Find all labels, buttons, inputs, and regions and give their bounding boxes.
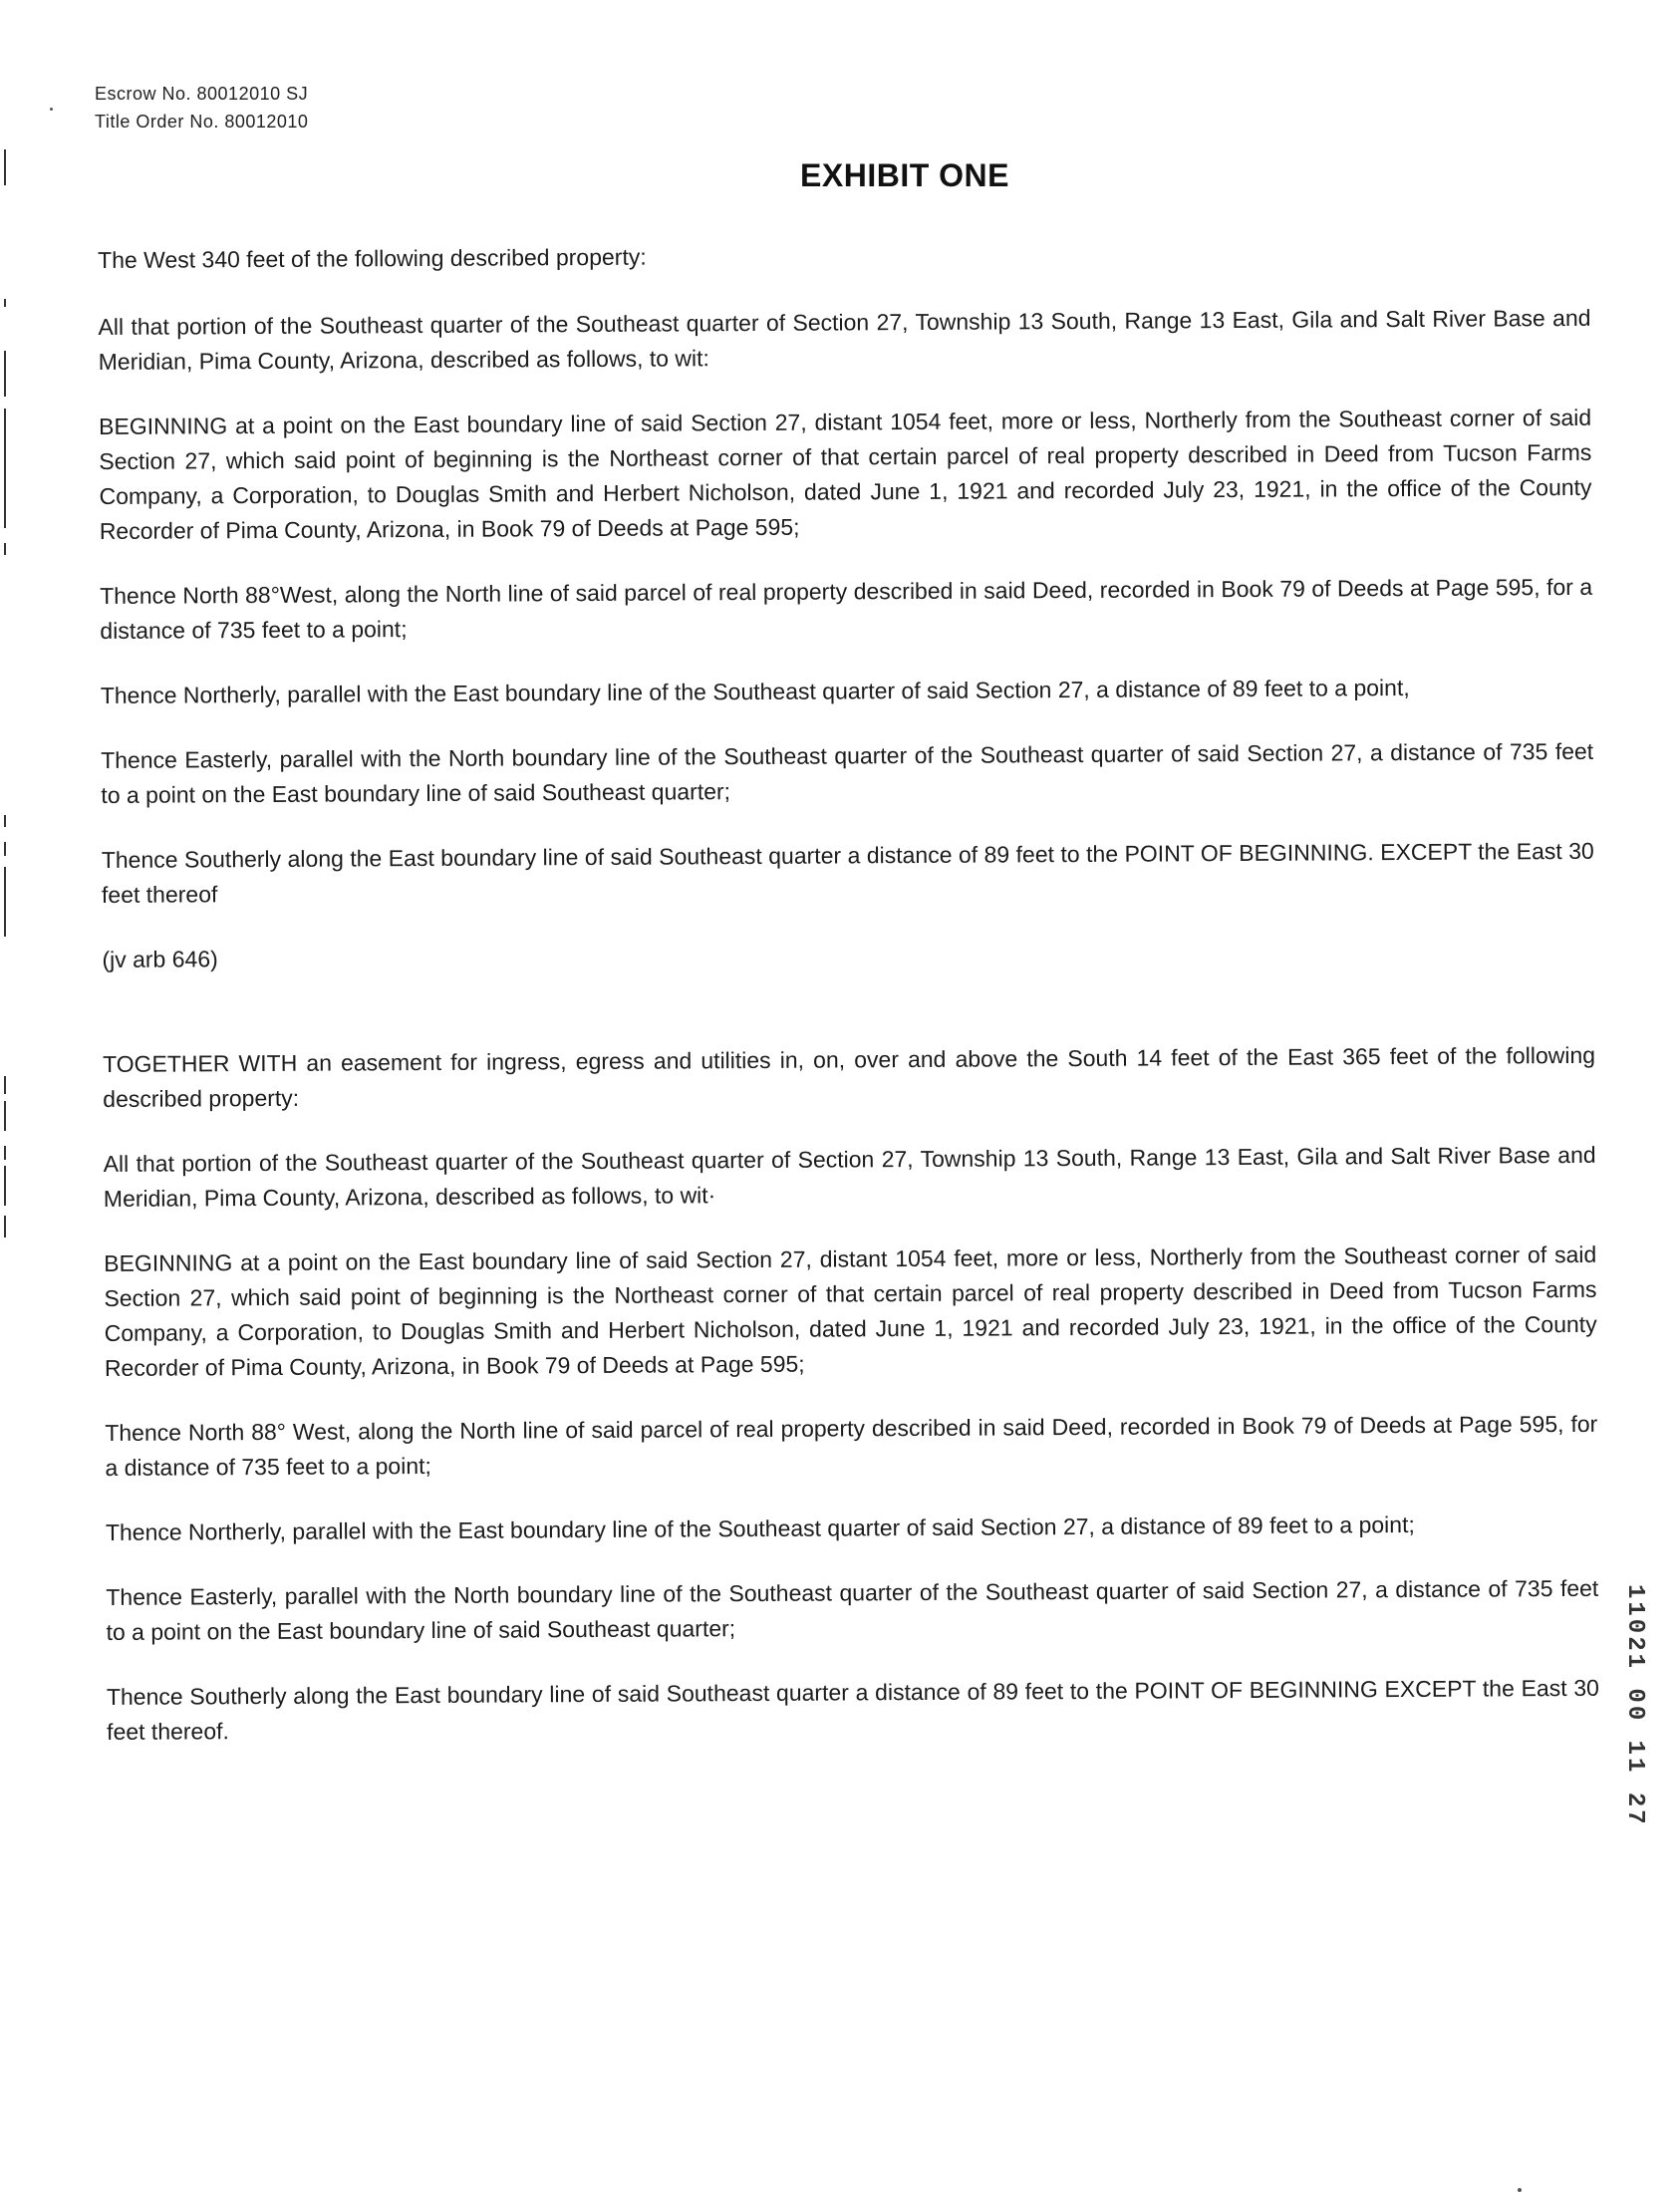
margin-mark <box>4 815 6 827</box>
page-title: EXHIBIT ONE <box>800 157 1009 193</box>
paragraph-thence-north-2: Thence Northerly, parallel with the East boundary line of the Southeast quarter of said Section 27, a distance of 89 feet to a point; <box>105 1511 1415 1545</box>
margin-mark <box>4 867 6 937</box>
paragraph-thence-west-2: Thence North 88° West, along the North line of said parcel of real property described in said Deed, recorded in Book 79 of Deeds at Page 595, for a distance of 735 feet to a point; <box>105 1410 1598 1481</box>
margin-mark <box>4 1146 6 1160</box>
title-order-number: Title Order No. 80012010 <box>95 112 309 132</box>
paragraph-thence-south: Thence Southerly along the East boundary line of said Southeast quarter a distance of 89 feet to the POINT OF BEGINNING. EXCEPT the East 30 feet thereof <box>101 837 1594 908</box>
scan-speck <box>1518 2188 1522 2192</box>
margin-mark <box>4 1216 6 1238</box>
paragraph-thence-west: Thence North 88°West, along the North line of said parcel of real property described in said Deed, recorded in Book 79 of Deeds at Page 595, for a distance of 735 feet to a point; <box>100 573 1593 644</box>
paragraph-intro: The West 340 feet of the following described property: <box>98 243 647 273</box>
paragraph-portion: All that portion of the Southeast quarter of the Southeast quarter of Section 27, Township 13 South, Range 13 East, Gila and Salt River Base and Meridian, Pima County, Arizona, described as follows, to wit: <box>98 304 1591 375</box>
margin-mark <box>4 842 6 856</box>
paragraph-thence-south-2: Thence Southerly along the East boundary line of said Southeast quarter a distance of 89 feet to the POINT OF BEGINNING EXCEPT the East 30 feet thereof. <box>106 1674 1599 1745</box>
paragraph-easement: TOGETHER WITH an easement for ingress, egress and utilities in, on, over and above the South 14 feet of the East 365 feet of the following described property: <box>102 1041 1596 1112</box>
legal-description <box>98 234 1599 1780</box>
margin-mark <box>4 1101 6 1131</box>
reference-note: (jv arb 646) <box>102 946 218 972</box>
margin-mark <box>4 351 6 397</box>
paragraph-portion-2: All that portion of the Southeast quarter of the Southeast quarter of Section 27, Township 13 South, Range 13 East, Gila and Salt River Base and Meridian, Pima County, Arizona, described as follows, to wit· <box>103 1141 1596 1212</box>
margin-mark <box>4 149 6 185</box>
margin-mark <box>4 409 6 528</box>
recording-stamp <box>1612 1584 1646 1943</box>
paragraph-thence-east: Thence Easterly, parallel with the North boundary line of the Southeast quarter of the Southeast quarter of said Section 27, a distance of 735 feet to a point on the East boundary line of said Southeast quarter; <box>101 737 1594 808</box>
paragraph-beginning-2: BEGINNING at a point on the East boundary line of said Section 27, distant 1054 feet, more or less, Northerly from the Southeast corner of said Section 27, which said point of beginning is the Northeast corner of that certain parcel of real property described in Deed from Tucson Farms Company, a Corporation, to Douglas Smith and Herbert Nicholson, dated June 1, 1921 and recorded July 23, 1921, in the office of the County Recorder of Pima County, Arizona, in Book 79 of Deeds at Page 595; <box>104 1240 1597 1381</box>
paragraph-thence-north: Thence Northerly, parallel with the East boundary line of the Southeast quarter of said Section 27, a distance of 89 feet to a point, <box>100 674 1410 708</box>
margin-mark <box>4 543 6 555</box>
escrow-number: Escrow No. 80012010 SJ <box>95 84 309 104</box>
margin-mark <box>4 1076 6 1094</box>
recording-stamp-text: 11021 00 11 27 <box>1621 1584 1648 1827</box>
margin-mark <box>4 299 6 307</box>
header-references <box>95 80 308 136</box>
margin-mark <box>4 1166 6 1206</box>
paragraph-thence-east-2: Thence Easterly, parallel with the North boundary line of the Southeast quarter of the Southeast quarter of said Section 27, a distance of 735 feet to a point on the East boundary line of said Southeast quarter; <box>106 1574 1599 1645</box>
scan-speck <box>50 108 53 111</box>
paragraph-beginning: BEGINNING at a point on the East boundary line of said Section 27, distant 1054 feet, more or less, Northerly from the Southeast corner of said Section 27, which said point of beginning is the Northeast corner of that certain parcel of real property described in Deed from Tucson Farms Company, a Corporation, to Douglas Smith and Herbert Nicholson, dated June 1, 1921 and recorded July 23, 1921, in the office of the County Recorder of Pima County, Arizona, in Book 79 of Deeds at Page 595; <box>99 404 1592 544</box>
